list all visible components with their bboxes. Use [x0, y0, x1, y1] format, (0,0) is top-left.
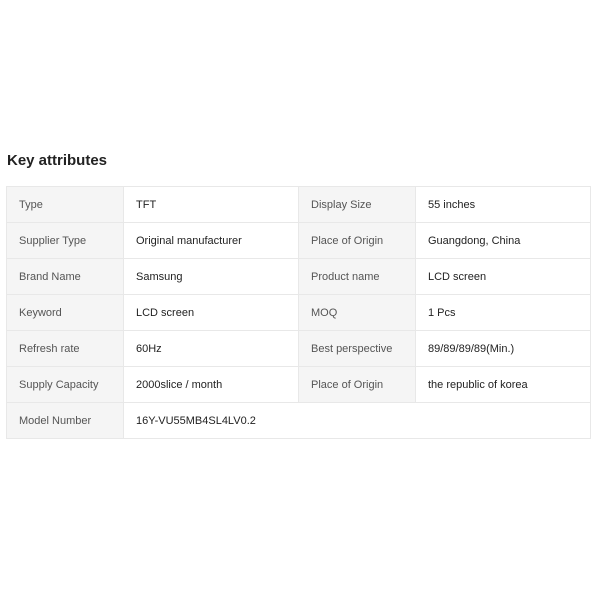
attribute-value: 2000slice / month	[124, 367, 299, 403]
table-row	[7, 403, 591, 439]
attribute-value: TFT	[124, 187, 299, 223]
attribute-label: Type	[7, 187, 124, 223]
attribute-label: Keyword	[7, 295, 124, 331]
attribute-value: LCD screen	[124, 295, 299, 331]
attribute-value: Samsung	[124, 259, 299, 295]
attribute-label: Model Number	[7, 403, 124, 439]
attribute-value: LCD screen	[416, 259, 591, 295]
attribute-label: Brand Name	[7, 259, 124, 295]
attribute-value: 55 inches	[416, 187, 591, 223]
attribute-value: 89/89/89/89(Min.)	[416, 331, 591, 367]
table-row	[7, 331, 591, 367]
table-row	[7, 187, 591, 223]
attribute-value: 16Y-VU55MB4SL4LV0.2	[124, 403, 591, 439]
attribute-value: Original manufacturer	[124, 223, 299, 259]
attribute-label: Place of Origin	[299, 367, 416, 403]
table-row	[7, 295, 591, 331]
attribute-label: Display Size	[299, 187, 416, 223]
attribute-value: the republic of korea	[416, 367, 591, 403]
key-attributes-table	[6, 186, 591, 439]
attribute-label: Supplier Type	[7, 223, 124, 259]
attribute-label: Best perspective	[299, 331, 416, 367]
attribute-value: 1 Pcs	[416, 295, 591, 331]
attribute-label: MOQ	[299, 295, 416, 331]
attribute-value: Guangdong, China	[416, 223, 591, 259]
table-row	[7, 259, 591, 295]
table-row	[7, 367, 591, 403]
table-row	[7, 223, 591, 259]
attribute-value: 60Hz	[124, 331, 299, 367]
section-title: Key attributes	[7, 152, 108, 169]
attribute-label: Refresh rate	[7, 331, 124, 367]
attribute-label: Product name	[299, 259, 416, 295]
attribute-label: Supply Capacity	[7, 367, 124, 403]
attribute-label: Place of Origin	[299, 223, 416, 259]
